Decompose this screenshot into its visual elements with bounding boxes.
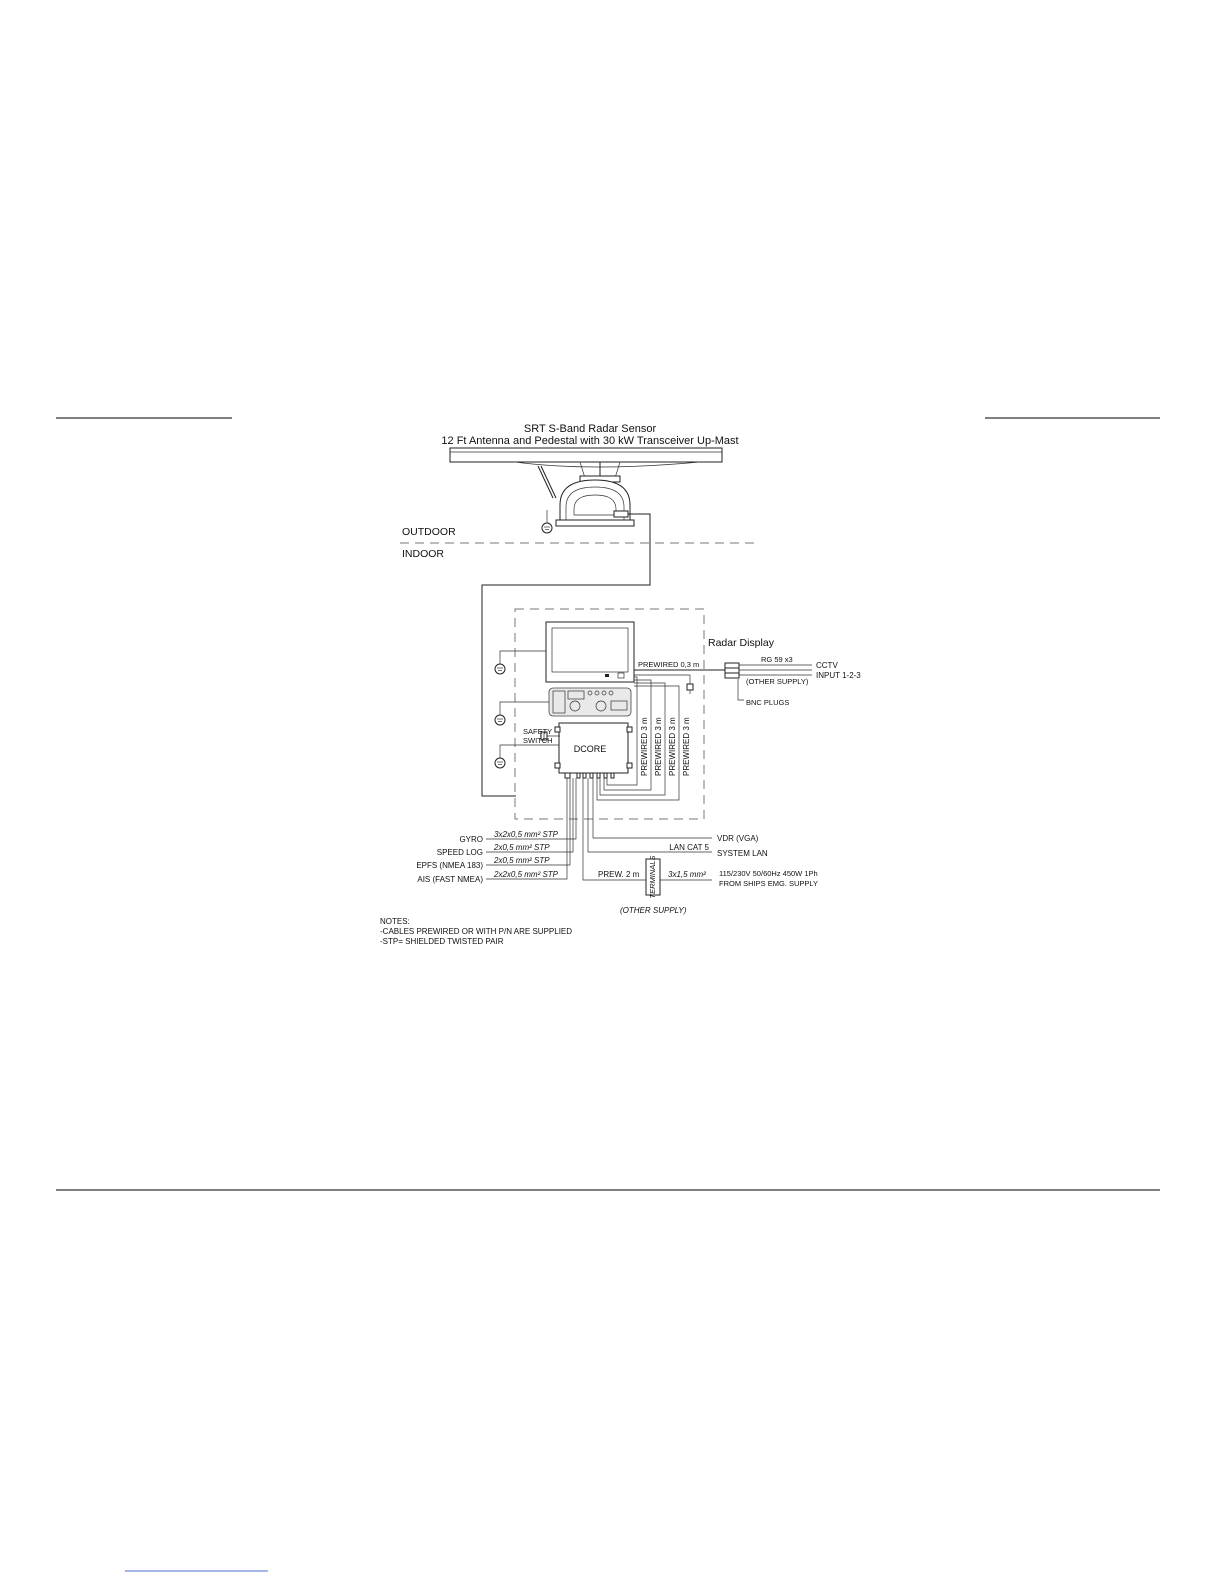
input-speed-log-cable: 2x0,5 mm² STP [494,843,550,852]
power-prewired-cable [583,778,646,880]
prewired-3m-label-4: PREWIRED 3 m [682,717,691,776]
indoor-label: INDOOR [402,548,444,560]
radar-antenna-icon [450,448,722,526]
ground-icon [495,664,505,674]
system-lan-label: SYSTEM LAN [717,849,768,858]
bnc-connector-icon [687,684,693,694]
dcore-label: DCORE [573,744,607,754]
monitor-icon [546,622,634,682]
cctv-cable-label: RG 59 x3 [761,655,793,664]
prewired-3m-label-2: PREWIRED 3 m [654,717,663,776]
bnc-plugs-pointer [738,679,744,700]
outdoor-label: OUTDOOR [402,526,456,538]
terminals-label: TERMINALS [648,855,657,899]
prewired-short-label: PREWIRED 0,3 m [638,660,700,669]
input-gyro-label: GYRO [459,835,483,844]
notes-line-2: -STP= SHIELDED TWISTED PAIR [380,937,504,946]
lan-cable-label: LAN CAT 5 [669,843,709,852]
prewired-3m-label-1: PREWIRED 3 m [640,717,649,776]
input-epfs-cable: 2x0,5 mm² STP [494,856,550,865]
input-ais-label: AIS (FAST NMEA) [417,875,483,884]
vdr-label: VDR (VGA) [717,834,759,843]
input-speed-log-label: SPEED LOG [436,848,483,857]
safety-switch [523,727,560,745]
notes-heading: NOTES: [380,917,410,926]
notes-line-1: -CABLES PREWIRED OR WITH P/N ARE SUPPLIED [380,927,573,936]
cctv-other-supply-label: (OTHER SUPPLY) [746,677,809,686]
prewired-3m-label-3: PREWIRED 3 m [668,717,677,776]
input-ais-cable: 2x2x0,5 mm² STP [494,870,559,879]
ground-icon [495,758,505,768]
cctv-target-label-2: INPUT 1-2-3 [816,671,861,680]
cctv-target-label-1: CCTV [816,661,838,670]
diagram-title: SRT S-Band Radar Sensor [523,423,657,435]
ground-icon [495,715,505,725]
diagram-subtitle: 12 Ft Antenna and Pedestal with 30 kW Transceiver Up-Mast [441,435,739,447]
control-panel-icon [549,688,631,716]
bnc-plugs-label: BNC PLUGS [746,698,790,707]
safety-switch-label-1: SAFETY [523,727,553,736]
power-spec-label-1: 115/230V 50/60Hz 450W 1Ph [719,869,818,878]
ground-icon [542,510,552,533]
bnc-connector-icon [725,663,739,678]
output-cables [588,778,712,852]
input-epfs-label: EPFS (NMEA 183) [416,861,483,870]
power-prew-label: PREW. 2 m [598,870,640,879]
cctv-cable [739,665,812,675]
input-gyro-cable: 3x2x0,5 mm² STP [494,830,559,839]
power-spec-label-2: FROM SHIPS EMG. SUPPLY [719,879,819,888]
safety-switch-label-2: SWITCH [523,736,553,745]
dcore-unit [555,723,632,778]
radar-display-label: Radar Display [708,637,774,649]
power-other-supply-label: (OTHER SUPPLY) [620,906,687,915]
power-cable-label: 3x1,5 mm² [668,870,706,879]
